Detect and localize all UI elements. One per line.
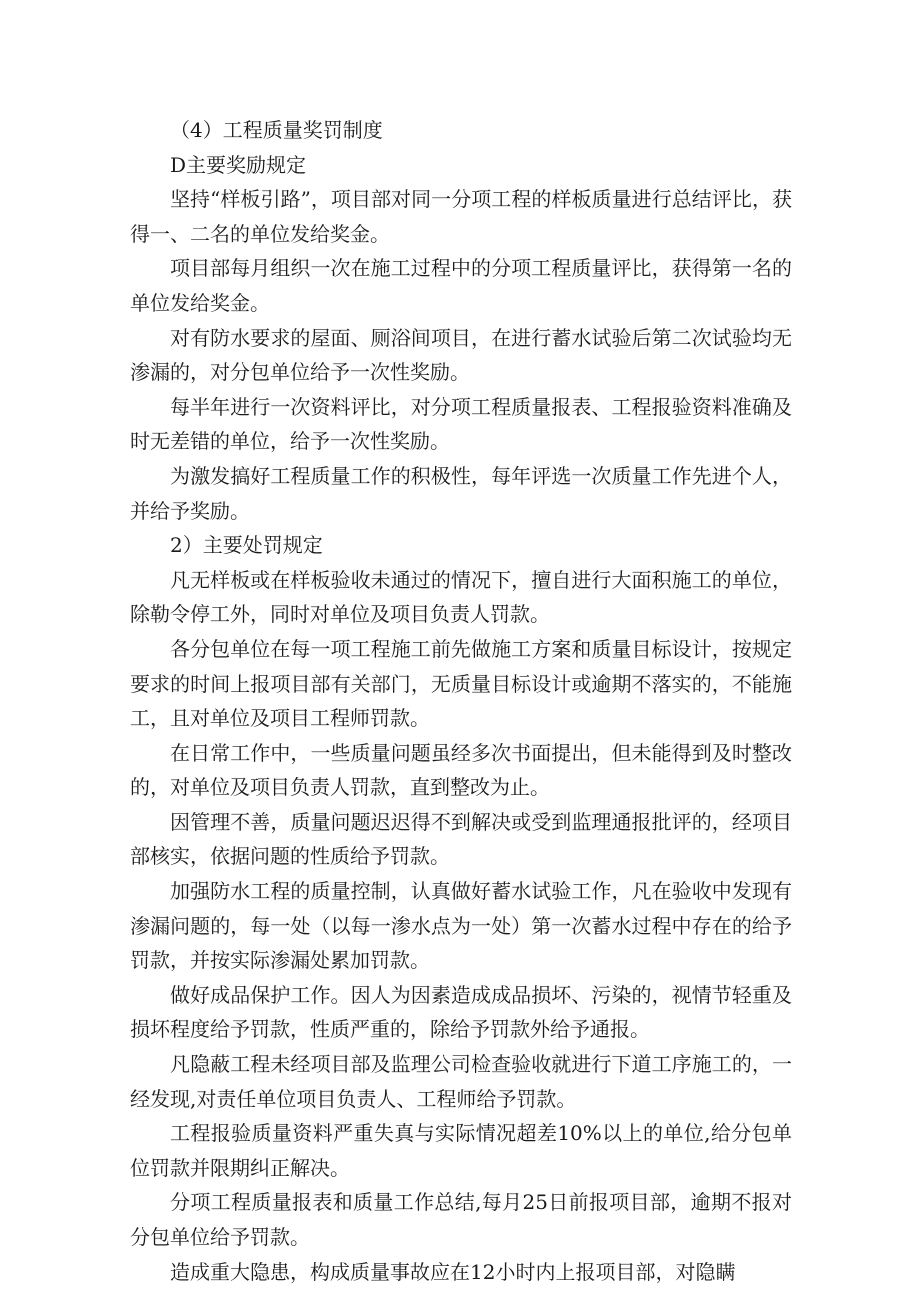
subsection-title-penalties: 2）主要处罚规定 (170, 533, 323, 558)
paragraph: 对有防水要求的屋面、厕浴间项目，在进行蓄水试验后第二次试验均无渗漏的，对分包单位给予一次性奖励。 (130, 325, 792, 385)
paragraph: 工程报验质量资料严重失真与实际情况超差10%以上的单位,给分包单位罚款并限期纠正解决。 (130, 1121, 792, 1180)
paragraph: 凡隐蔽工程未经项目部及监理公司检查验收就进行下道工序施工的，一经发现,对责任单位项目负责人、工程师给予罚款。 (130, 1052, 792, 1111)
paragraph: 各分包单位在每一项工程施工前先做施工方案和质量目标设计，按规定要求的时间上报项目部有关部门，无质量目标设计或逾期不落实的，不能施工，且对单位及项目工程师罚款。 (130, 636, 792, 731)
paragraph: 因管理不善，质量问题迟迟得不到解决或受到监理通报批评的，经项目部核实，依据问题的性质给予罚款。 (130, 809, 792, 869)
paragraph: 为激发搞好工程质量工作的积极性，每年评选一次质量工作先进个人，并给予奖励。 (130, 463, 792, 523)
section-heading: （4）工程质量奖罚制度 (170, 118, 383, 142)
paragraph: 每半年进行一次资料评比，对分项工程质量报表、工程报验资料准确及时无差错的单位，给予一次性奖励。 (130, 394, 792, 454)
paragraph: 坚持“样板引路”，项目部对同一分项工程的样板质量进行总结评比，获得一、二名的单位发给奖金。 (130, 187, 792, 246)
paragraph: 造成重大隐患，构成质量事故应在12小时内上报项目部，对隐瞒 (170, 1259, 736, 1284)
paragraph: 项目部每月组织一次在施工过程中的分项工程质量评比，获得第一名的单位发给奖金。 (130, 256, 792, 315)
subsection-title-rewards: D主要奖励规定 (170, 152, 307, 177)
paragraph: 做好成品保护工作。因人为因素造成成品损坏、污染的，视情节轻重及损坏程度给予罚款，性质严重的，除给予罚款外给予通报。 (130, 982, 792, 1042)
paragraph: 在日常工作中，一些质量问题虽经多次书面提出，但未能得到及时整改的，对单位及项目负责人罚款，直到整改为止。 (130, 740, 792, 800)
document-body (130, 113, 792, 1289)
paragraph: 分项工程质量报表和质量工作总结,每月25日前报项目部，逾期不报对分包单位给予罚款。 (130, 1190, 792, 1249)
paragraph: 凡无样板或在样板验收未通过的情况下，擅自进行大面积施工的单位，除勒令停工外，同时对单位及项目负责人罚款。 (130, 567, 792, 627)
paragraph: 加强防水工程的质量控制，认真做好蓄水试验工作，凡在验收中发现有渗漏问题的，每一处（以每一渗水点为一处）第一次蓄水过程中存在的给予罚款，并按实际渗漏处累加罚款。 (130, 879, 792, 973)
